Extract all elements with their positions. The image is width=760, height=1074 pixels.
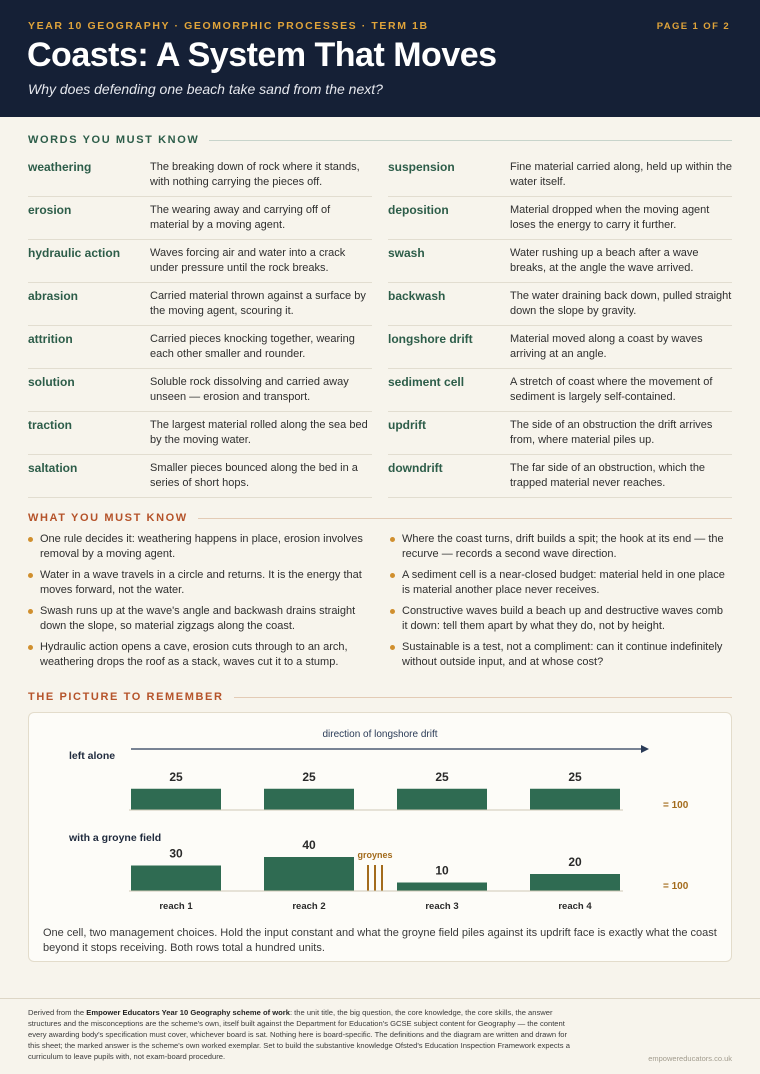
series-label: left alone <box>69 750 116 762</box>
vocab-row <box>388 455 732 498</box>
longshore-drift-diagram <box>29 713 731 919</box>
vocab-definition: The side of an obstruction the drift arrives from, where material piles up. <box>510 419 713 446</box>
vocab-row <box>28 240 372 283</box>
reach-bar <box>397 789 487 810</box>
picture-section-heading: THE PICTURE TO REMEMBER <box>28 690 732 704</box>
reach-label: reach 4 <box>558 901 592 912</box>
vocab-row <box>388 197 732 240</box>
groynes-label: groynes <box>357 850 393 860</box>
vocab-definition: Water rushing up a beach after a wave breaks, at the angle the wave arrived. <box>510 247 699 274</box>
vocab-definition: Material dropped when the moving agent loses the energy to carry it further. <box>510 204 710 231</box>
drift-arrowhead-icon <box>641 745 649 753</box>
reach-label: reach 2 <box>292 901 326 912</box>
vocab-definition: Carried material thrown against a surface by the moving agent, scouring it. <box>150 290 366 317</box>
reach-bar <box>530 874 620 891</box>
vocab-row <box>28 412 372 455</box>
bullet-icon <box>28 645 33 650</box>
vocab-row <box>28 455 372 498</box>
vocab-term: erosion <box>28 203 72 217</box>
bullet-icon <box>390 573 395 578</box>
bar-value-label: 25 <box>435 769 449 784</box>
vocab-term: deposition <box>388 203 449 217</box>
vocab-term: traction <box>28 418 73 432</box>
vocab-definition: The largest material rolled along the sea bed by the moving water. <box>150 419 368 446</box>
vocab-row <box>388 154 732 197</box>
vocab-column-right <box>388 154 732 498</box>
knowledge-item: Where the coast turns, drift builds a spit; the hook at its end — the recurve — records a second wave direction. <box>390 532 730 562</box>
vocab-term: solution <box>28 375 75 389</box>
vocab-column-left <box>28 154 372 498</box>
vocab-term: sediment cell <box>388 375 465 389</box>
drift-arrow-label: direction of longshore drift <box>322 729 438 740</box>
bullet-icon <box>390 645 395 650</box>
bar-value-label: 25 <box>169 769 183 784</box>
reach-label: reach 3 <box>425 901 459 912</box>
vocab-term: weathering <box>28 160 92 174</box>
bar-value-label: 25 <box>302 769 316 784</box>
header-banner <box>0 0 760 117</box>
vocab-term: abrasion <box>28 289 79 303</box>
knowledge-item: Water in a wave travels in a circle and returns. It is the energy that moves forward, not the water. <box>28 568 368 598</box>
knowledge-item: One rule decides it: weathering happens in place, erosion involves removal by a moving agent. <box>28 532 368 562</box>
vocab-definition: Material moved along a coast by waves arriving at an angle. <box>510 333 703 360</box>
vocab-definition: The breaking down of rock where it stands, with nothing carrying the pieces off. <box>150 161 360 188</box>
vocab-row <box>28 154 372 197</box>
bullet-icon <box>390 537 395 542</box>
knowledge-item: Sustainable is a test, not a compliment: can it continue indefinitely without outside input, and at whose cost? <box>390 640 730 670</box>
bar-value-label: 40 <box>302 838 316 852</box>
diagram-caption: One cell, two management choices. Hold the input constant and what the groyne field piles against its updrift face is exactly what the coast beyond it stops receiving. Both rows total a hundred units. <box>43 927 717 954</box>
knowledge-item: Constructive waves build a beach up and destructive waves comb it down: tell them apart by what they do, not by height. <box>390 604 730 634</box>
reach-bar <box>264 857 354 891</box>
bar-value-label: 30 <box>169 846 183 861</box>
source-name: Empower Educators Year 10 Geography scheme of work <box>86 1008 290 1017</box>
row-total-label: = 100 <box>663 800 689 811</box>
knowledge-item: Hydraulic action opens a cave, erosion cuts through to an arch, weathering drops the roof as a stack, waves cut it to a stump. <box>28 640 368 670</box>
vocab-term: attrition <box>28 332 73 346</box>
bullet-icon <box>28 609 33 614</box>
knowledge-item: A sediment cell is a near-closed budget: material held in one place is material another place never receives. <box>390 568 730 598</box>
vocab-row <box>28 326 372 369</box>
bar-value-label: 20 <box>568 855 582 869</box>
vocab-row <box>388 240 732 283</box>
vocab-definition: Carried pieces knocking together, wearing each other smaller and rounder. <box>150 333 355 360</box>
vocab-term: downdrift <box>388 461 443 475</box>
vocab-row <box>388 412 732 455</box>
reach-bar <box>530 789 620 810</box>
big-question: Why does defending one beach take sand from the next? <box>28 81 383 97</box>
vocab-definition: The far side of an obstruction, which the trapped material never reaches. <box>510 462 706 489</box>
bullet-icon <box>28 573 33 578</box>
reach-bar <box>131 866 221 892</box>
vocab-definition: The water draining back down, pulled straight down the slope by gravity. <box>510 290 732 317</box>
vocab-section-heading: WORDS YOU MUST KNOW <box>28 133 732 147</box>
vocab-term: longshore drift <box>388 332 473 346</box>
bar-value-label: 25 <box>568 769 582 784</box>
vocab-row <box>28 197 372 240</box>
footer <box>0 998 760 1074</box>
footer-url: empowereducators.co.uk <box>648 1054 732 1063</box>
knowledge-item: Swash runs up at the wave's angle and backwash drains straight down the slope, so material zigzags along the coast. <box>28 604 368 634</box>
reach-bar <box>264 789 354 810</box>
vocab-definition: Soluble rock dissolving and carried away unseen — erosion and transport. <box>150 376 349 403</box>
knowledge-list-right <box>390 532 730 676</box>
vocab-definition: The wearing away and carrying off of material by a moving agent. <box>150 204 331 231</box>
reach-bar <box>131 789 221 810</box>
bullet-icon <box>28 537 33 542</box>
vocab-term: saltation <box>28 461 78 475</box>
vocab-definition: Fine material carried along, held up within the water itself. <box>510 161 732 188</box>
vocab-definition: A stretch of coast where the movement of sediment is largely self-contained. <box>510 376 713 403</box>
vocab-term: backwash <box>388 289 446 303</box>
diagram-panel <box>28 712 732 962</box>
knowledge-list-left <box>28 532 368 676</box>
knowledge-section-heading: WHAT YOU MUST KNOW <box>28 511 732 525</box>
vocab-term: swash <box>388 246 425 260</box>
source-note: Derived from the Empower Educators Year 10 Geography scheme of work: the unit title, the big question, the core knowledge, the core skills, the answer structures and the misconceptions are the scheme's own, itself built against the Department for Education's GCSE subject content for Geography — the content every awarding body's specification must cover, whichever board is sat. Nothing here is board-specific. The definitions and the diagram are written and drawn for this sheet; the marked answer is the scheme's own worked exemplar. Set to build the substantive knowledge Ofsted's Education Inspection Framework expects a curriculum to leave pupils with, not exam-board procedure. <box>28 1008 570 1061</box>
vocab-term: hydraulic action <box>28 246 121 260</box>
vocab-term: updrift <box>388 418 426 432</box>
vocab-row <box>28 283 372 326</box>
reach-label: reach 1 <box>159 901 193 912</box>
reach-bar <box>397 883 487 892</box>
vocab-term: suspension <box>388 160 455 174</box>
course-kicker: YEAR 10 GEOGRAPHY · GEOMORPHIC PROCESSES · TERM 1B <box>28 20 429 32</box>
series-label: with a groyne field <box>69 832 162 844</box>
row-total-label: = 100 <box>663 881 689 892</box>
vocab-definition: Smaller pieces bounced along the bed in a series of short hops. <box>150 462 358 489</box>
vocab-row <box>388 326 732 369</box>
bullet-icon <box>390 609 395 614</box>
page-number: PAGE 1 OF 2 <box>656 21 730 32</box>
vocab-row <box>388 369 732 412</box>
bar-value-label: 10 <box>435 863 449 878</box>
page-title: Coasts: A System That Moves <box>27 36 497 74</box>
vocab-definition: Waves forcing air and water into a crack under pressure until the rock breaks. <box>150 247 346 274</box>
vocab-row <box>28 369 372 412</box>
vocab-row <box>388 283 732 326</box>
